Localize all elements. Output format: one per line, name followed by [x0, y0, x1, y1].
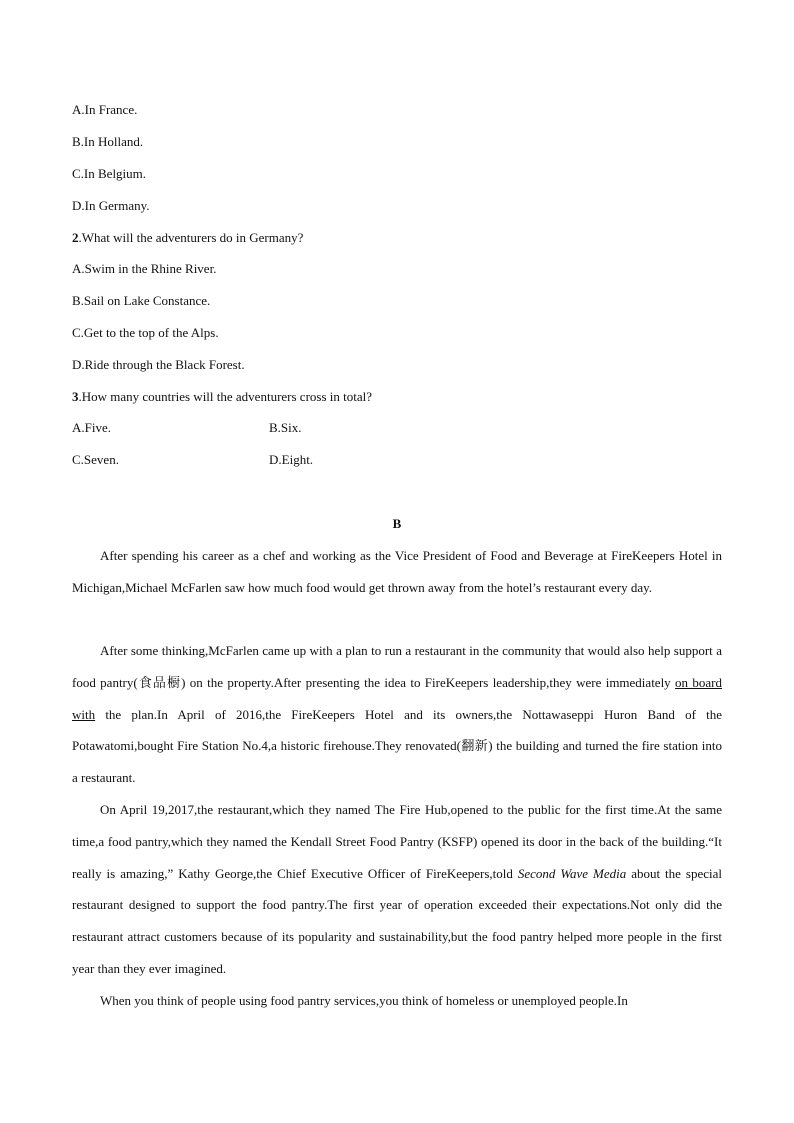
passage-paragraph-2: [72, 635, 722, 794]
q2-option-b: B.Sail on Lake Constance.: [72, 293, 211, 308]
q3-options-row-2: [72, 452, 314, 468]
q3-options-row-1: [72, 420, 302, 436]
p3-text-a: On April 19,2017,the restaurant,which they named The Fire Hub,opened to the public for the first time.At the same time,a food pantry,which they named the Kendall Street Food Pantry (KSFP) opened its door in the back of the building.“It really is amazing,” Kathy George,the Chief Executive Officer of FireKeepers,told: [72, 802, 722, 881]
passage-paragraph-4: When you think of people using food pantry services,you think of homeless or unemployed people.In: [100, 993, 628, 1008]
p2-text-b: the plan.In April of 2016,the FireKeepers Hotel and its owners,the Nottawaseppi Huron Band of the Potawatomi,bought Fire Station No.4,a historic firehouse.They renovated(翻新) the building and turned the fire station into a restaurant.: [72, 706, 722, 786]
q3-question: [72, 389, 372, 405]
passage-paragraph-3: [72, 794, 722, 985]
p2-text-a: After some thinking,McFarlen came up with a plan to run a restaurant in the community that would also help support a food pantry(食品橱) on the property.After presenting the idea to FireKeepers leadership,they were immediately: [72, 643, 722, 690]
q3-option-c: C.Seven.: [72, 452, 119, 467]
q1-option-a: A.In France.: [72, 102, 138, 117]
q2-question: [72, 230, 303, 246]
underlined-phrase: on board with: [72, 674, 722, 722]
q3-number: 3: [72, 389, 79, 404]
q1-option-d: D.In Germany.: [72, 198, 150, 213]
q1-option-b: B.In Holland.: [72, 134, 144, 149]
q3-text: .How many countries will the adventurers cross in total?: [78, 389, 373, 404]
q2-text: .What will the adventurers do in Germany?: [78, 230, 304, 245]
q2-option-a: A.Swim in the Rhine River.: [72, 261, 217, 276]
q2-option-d: D.Ride through the Black Forest.: [72, 357, 245, 372]
passage-paragraph-1: After spending his career as a chef and working as the Vice President of Food and Beverage at FireKeepers Hotel in Michigan,Michael McFarlen saw how much food would get thrown away from the hotel’s restaurant every day.: [72, 548, 722, 595]
q2-number: 2: [72, 230, 79, 245]
q3-option-b: B.Six.: [269, 420, 302, 435]
section-title-b: B: [392, 516, 402, 531]
q3-option-a: A.Five.: [72, 420, 111, 435]
publication-name: Second Wave Media: [517, 865, 627, 881]
q1-option-c: C.In Belgium.: [72, 166, 147, 181]
p3-text-b: about the special restaurant designed to support the food pantry.The first year of operation exceeded their expectations.Not only did the restaurant attract customers because of its popularity and sustainability,but the food pantry helped more people in the first year than they ever imagined.: [72, 865, 722, 976]
q2-option-c: C.Get to the top of the Alps.: [72, 325, 219, 340]
q3-option-d: D.Eight.: [269, 452, 314, 467]
